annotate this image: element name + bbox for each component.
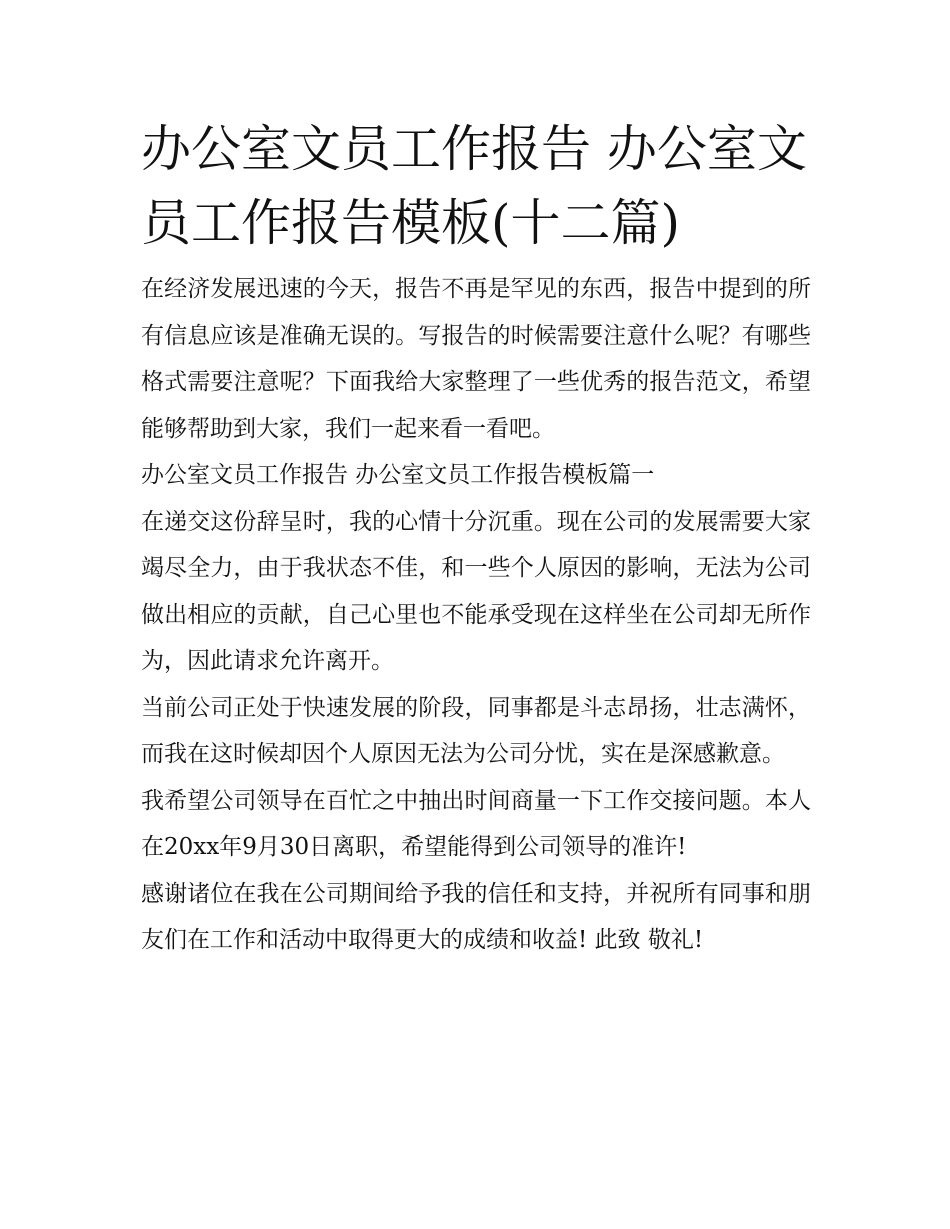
paragraph-thanks: 感谢诸位在我在公司期间给予我的信任和支持，并祝所有同事和朋友们在工作和活动中取得更大的成绩和收益! 此致 敬礼! [141,880,811,953]
paragraph-handover: 我希望公司领导在百忙之中抽出时间商量一下工作交接问题。本人在20xx年9月30日离职，希望能得到公司领导的准许! [141,787,811,860]
section-heading: 办公室文员工作报告 办公室文员工作报告模板篇一 [141,462,655,488]
paragraph-company-status: 当前公司正处于快速发展的阶段，同事都是斗志昂扬，壮志满怀，而我在这时候却因个人原因无法为公司分忧，实在是深感歉意。 [141,694,811,767]
document-title: 办公室文员工作报告 办公室文员工作报告模板(十二篇) [141,120,807,252]
document-page [141,112,811,964]
paragraph-resignation: 在递交这份辞呈时，我的心情十分沉重。现在公司的发展需要大家竭尽全力，由于我状态不佳，和一些个人原因的影响，无法为公司做出相应的贡献，自己心里也不能承受现在这样坐在公司却无所作为，因此请求允许离开。 [141,508,811,674]
paragraph-intro: 在经济发展迅速的今天，报告不再是罕见的东西，报告中提到的所有信息应该是准确无误的。写报告的时候需要注意什么呢？有哪些格式需要注意呢？下面我给大家整理了一些优秀的报告范文，希望能够帮助到大家，我们一起来看一看吧。 [141,276,811,442]
